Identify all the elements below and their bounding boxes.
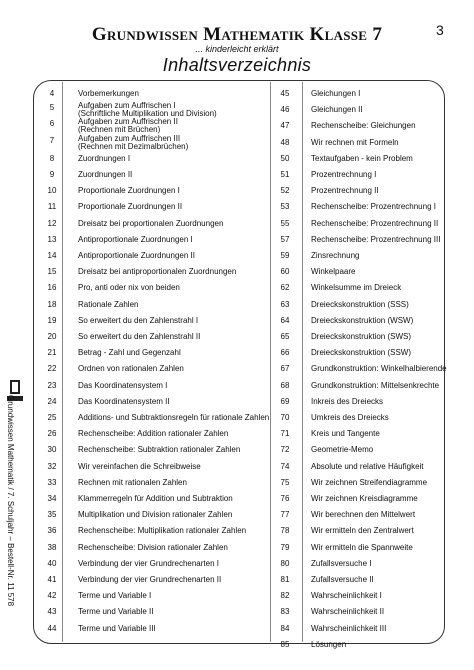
toc-entry-title[interactable]: Wir zeichnen Kreisdiagramme [311, 494, 418, 503]
toc-entry-title[interactable]: Zufallsversuche II [311, 575, 374, 584]
toc-entry-title[interactable]: Winkelpaare [311, 267, 356, 277]
toc-page-number: 6 [49, 119, 55, 129]
toc-page-number: 76 [280, 494, 290, 503]
toc-page-number: 60 [280, 267, 290, 277]
toc-page-number: 12 [47, 218, 57, 228]
toc-page-number: 69 [280, 396, 290, 406]
toc-page-number: 70 [280, 413, 290, 422]
column-divider-right-num [302, 82, 303, 642]
toc-page-number: 35 [47, 510, 57, 520]
toc-entry-title[interactable]: Antiproportionale Zuordnungen I [78, 234, 193, 244]
toc-page-number: 79 [280, 542, 290, 552]
toc-entry-title[interactable]: Dreieckskonstruktion (SSS) [311, 299, 409, 309]
toc-entry-title[interactable]: Wahrscheinlichkeit II [311, 607, 385, 617]
toc-entry-title[interactable]: Wahrscheinlichkeit III [311, 623, 387, 633]
toc-page-number: 42 [47, 591, 57, 601]
side-strip-text: Grundwissen Mathematik / 7. Schuljahr – Bestell-Nr. 11 578 [6, 395, 15, 607]
toc-entry-title[interactable]: Inkreis des Dreiecks [311, 396, 384, 406]
toc-entry-title[interactable]: Rechenscheibe: Prozentrechnung III [311, 234, 441, 244]
toc-entry-subtitle: (Rechnen mit Dezimalbrüchen) [78, 141, 189, 151]
toc-entry-title[interactable]: Winkelsumme im Dreieck [311, 283, 402, 293]
toc-page-number: 13 [47, 234, 57, 244]
toc-entry-title[interactable]: Zuordnungen II [78, 170, 133, 179]
toc-entry-title[interactable]: Wir vereinfachen die Schreibweise [78, 461, 201, 471]
toc-entry-subtitle: (Rechnen mit Brüchen) [78, 125, 161, 135]
toc-page-number: 77 [280, 510, 290, 520]
toc-page-number: 23 [47, 380, 57, 390]
toc-heading: Inhaltsverzeichnis [162, 55, 312, 75]
toc-entry-title[interactable]: Dreieckskonstruktion (SSW) [311, 348, 412, 358]
toc-page-number: 45 [280, 89, 290, 98]
toc-page-number: 36 [47, 526, 57, 536]
toc-entry-title[interactable]: Proportionale Zuordnungen I [78, 186, 180, 196]
toc-page-number: 71 [280, 429, 290, 439]
toc-page-number: 11 [47, 202, 57, 212]
toc-page-number: 68 [280, 380, 290, 390]
toc-entry-title[interactable]: Prozentrechnung II [311, 186, 379, 196]
toc-entry-subtitle: (Schriftliche Multiplikation und Division) [78, 109, 217, 119]
toc-entry-title[interactable]: Zufallsversuche I [311, 558, 372, 568]
toc-entry-title[interactable]: Wir berechnen den Mittelwert [311, 510, 416, 520]
toc-entry-title[interactable]: Aufgaben zum Auffrischen II [78, 117, 178, 127]
toc-page-number: 33 [47, 477, 57, 487]
toc-entry-title[interactable]: Das Koordinatensystem I [78, 380, 168, 390]
toc-entry-title[interactable]: Vorbemerkungen [78, 89, 139, 98]
toc-entry-title[interactable]: Wahrscheinlichkeit I [311, 591, 382, 601]
toc-page-number: 5 [49, 103, 55, 113]
toc-entry-title[interactable]: Grundkonstruktion: Mittelsenkrechte [311, 380, 440, 390]
toc-entry-title[interactable]: Wir ermitteln die Spannweite [311, 542, 413, 552]
toc-entry-title[interactable]: Gleichungen I [311, 89, 361, 98]
toc-entry-title[interactable]: Pro, anti oder nix von beiden [78, 283, 180, 293]
toc-page-number: 20 [47, 332, 57, 341]
page-number: 3 [436, 22, 444, 38]
toc-page-number: 10 [47, 186, 57, 196]
toc-entry-title[interactable]: Rechenscheibe: Gleichungen [311, 121, 416, 131]
toc-page-number: 8 [49, 153, 55, 163]
toc-page-number: 81 [280, 575, 290, 584]
toc-page-number: 43 [47, 607, 57, 617]
toc-entry-title[interactable]: Umkreis des Dreiecks [311, 413, 389, 422]
toc-entry-title[interactable]: Multiplikation und Division rationaler Zahlen [78, 510, 233, 520]
toc-page-number: 66 [280, 348, 290, 358]
toc-page-number: 24 [47, 396, 57, 406]
page-title: Grundwissen Mathematik Klasse 7 [91, 24, 383, 45]
toc-page-number: 41 [47, 575, 57, 584]
toc-page-number: 15 [47, 267, 57, 277]
toc-page-number: 57 [280, 234, 290, 244]
toc-page-number: 47 [280, 121, 290, 131]
toc-entry-title[interactable]: Antiproportionale Zuordnungen II [78, 251, 195, 260]
toc-entry-title[interactable]: Geometrie-Memo [311, 445, 374, 455]
toc-page-number: 63 [280, 299, 290, 309]
toc-page-number: 83 [280, 607, 290, 617]
toc-page-number: 59 [280, 251, 290, 260]
toc-entry-title[interactable]: Das Koordinatensystem II [78, 396, 170, 406]
toc-page-number: 51 [280, 170, 290, 179]
toc-entry-title[interactable]: Zinsrechnung [311, 251, 360, 260]
toc-page-number: 21 [47, 348, 57, 358]
toc-page-number: 67 [280, 364, 290, 374]
toc-page-number: 34 [47, 494, 57, 503]
toc-page-number: 85 [280, 639, 290, 649]
toc-page-number: 18 [47, 299, 57, 309]
toc-page-number: 65 [280, 332, 290, 341]
toc-page-number: 55 [280, 218, 290, 228]
toc-entry-title[interactable]: Verbindung der vier Grundrechenarten I [78, 558, 219, 568]
toc-entry-title[interactable]: Absolute und relative Häufigkeit [311, 461, 424, 471]
toc-entry-title[interactable]: So erweitert du den Zahlenstrahl I [78, 315, 199, 325]
toc-page-number: 9 [49, 170, 55, 179]
column-divider-middle [270, 82, 271, 642]
toc-entry-title[interactable]: Lösungen [311, 639, 347, 649]
toc-page-number: 78 [280, 526, 290, 536]
toc-page-number: 44 [47, 623, 57, 633]
toc-entry-title[interactable]: Grundkonstruktion: Winkelhalbierende [311, 364, 447, 374]
toc-page-number: 40 [47, 558, 57, 568]
toc-entry-title[interactable]: Terme und Variable II [78, 607, 154, 617]
toc-entry-title[interactable]: Rechenscheibe: Prozentrechnung I [311, 202, 436, 212]
toc-entry-title[interactable]: Ordnen von rationalen Zahlen [78, 364, 184, 374]
toc-page-number: 30 [47, 445, 57, 455]
toc-entry-title[interactable]: Verbindung der vier Grundrechenarten II [78, 575, 222, 584]
toc-entry-title[interactable]: So erweitert du den Zahlenstrahl II [78, 332, 201, 341]
toc-entry-title[interactable]: Wir rechnen mit Formeln [311, 137, 399, 147]
toc-entry-title[interactable]: Gleichungen II [311, 105, 363, 115]
toc-page-number: 4 [49, 89, 55, 98]
toc-page-number: 32 [47, 461, 57, 471]
toc-entry-title[interactable]: Aufgaben zum Auffrischen I [78, 101, 176, 111]
toc-entry-title[interactable]: Rechenscheibe: Division rationaler Zahlen [78, 542, 228, 552]
toc-page-number: 48 [280, 137, 290, 147]
toc-page-number: 26 [47, 429, 57, 439]
toc-entry-title[interactable]: Wir ermitteln den Zentralwert [311, 526, 414, 536]
toc-entry-title[interactable]: Proportionale Zuordnungen II [78, 202, 183, 212]
toc-page-number: 14 [47, 251, 57, 260]
toc-entry-title[interactable]: Dreieckskonstruktion (WSW) [311, 315, 414, 325]
toc-entry-title[interactable]: Dreisatz bei antiproportionalen Zuordnungen [78, 267, 237, 277]
toc-page-number: 82 [280, 591, 290, 601]
toc-page-number: 84 [280, 623, 290, 633]
toc-page-number: 25 [47, 413, 57, 422]
toc-entry-title[interactable]: Kreis und Tangente [311, 429, 380, 439]
toc-entry-title[interactable]: Betrag - Zahl und Gegenzahl [78, 348, 181, 358]
toc-page-number: 46 [280, 105, 290, 115]
toc-page-number: 74 [280, 461, 290, 471]
toc-page-number: 80 [280, 558, 290, 568]
toc-page-number: 62 [280, 283, 290, 293]
subtitle: ... kinderleicht erklärt [195, 44, 279, 54]
toc-entry-title[interactable]: Rechnen mit rationalen Zahlen [78, 477, 187, 487]
toc-page-number: 64 [280, 315, 290, 325]
toc-page-number: 16 [47, 283, 57, 293]
toc-page-number: 7 [49, 135, 55, 145]
toc-entry-title[interactable]: Textaufgaben - kein Problem [311, 153, 413, 163]
toc-page-number: 19 [47, 315, 57, 325]
toc-entry-title[interactable]: Rationale Zahlen [78, 299, 139, 309]
toc-page-number: 38 [47, 542, 57, 552]
toc-page-number: 72 [280, 445, 290, 455]
toc-entry-title[interactable]: Aufgaben zum Auffrischen III [78, 133, 181, 143]
toc-entry-title[interactable]: Rechenscheibe: Prozentrechnung II [311, 218, 439, 228]
toc-entry-title[interactable]: Klammerregeln für Addition und Subtraktion [78, 494, 233, 503]
toc-entry-title[interactable]: Additions- und Subtraktionsregeln für rationale Zahlen [78, 413, 270, 422]
toc-entry-title[interactable]: Rechenscheibe: Multiplikation rationaler Zahlen [78, 526, 247, 536]
toc-entry-title[interactable]: Zuordnungen I [78, 153, 131, 163]
toc-entry-title[interactable]: Rechenscheibe: Addition rationaler Zahlen [78, 429, 229, 439]
toc-page-number: 22 [47, 364, 57, 374]
toc-page-number: 50 [280, 153, 290, 163]
toc-entry-title[interactable]: Terme und Variable III [78, 623, 156, 633]
toc-page-number: 53 [280, 202, 290, 212]
toc-entry-title[interactable]: Terme und Variable I [78, 591, 152, 601]
toc-entry-title[interactable]: Rechenscheibe: Subtraktion rationaler Zahlen [78, 445, 241, 455]
toc-page-number: 52 [280, 186, 290, 196]
toc-entry-title[interactable]: Dreisatz bei proportionalen Zuordnungen [78, 218, 224, 228]
toc-entry-title[interactable]: Wir zeichnen Streifendiagramme [311, 477, 428, 487]
toc-page-number: 75 [280, 477, 290, 487]
toc-entry-title[interactable]: Dreieckskonstruktion (SWS) [311, 332, 412, 341]
toc-entry-title[interactable]: Prozentrechnung I [311, 170, 377, 179]
